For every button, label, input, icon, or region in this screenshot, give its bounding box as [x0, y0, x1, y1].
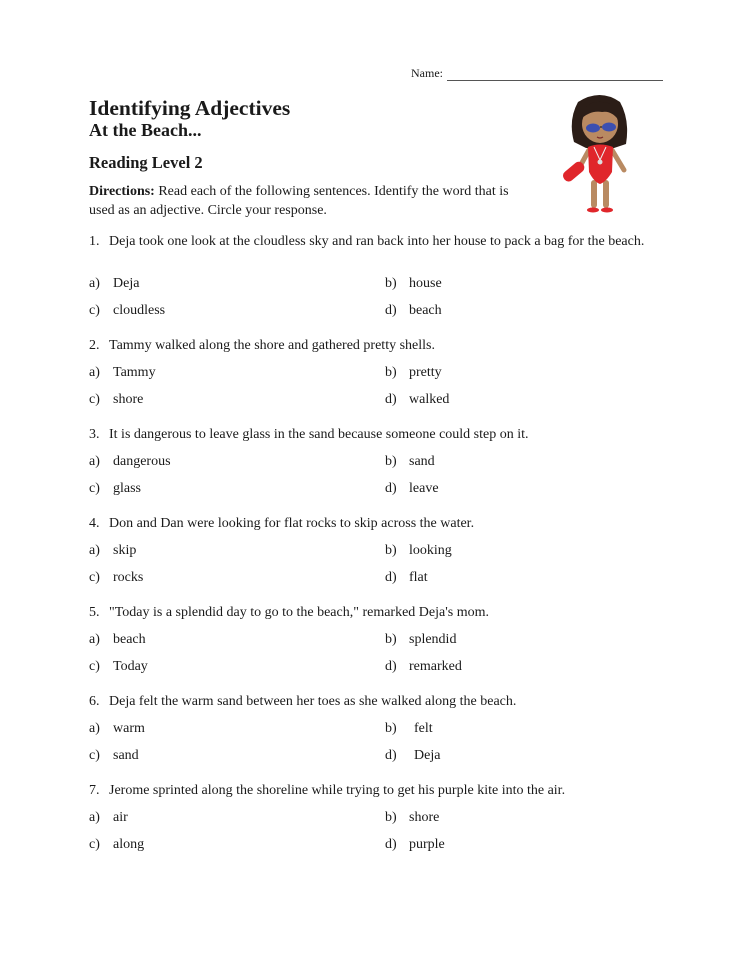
- lifeguard-girl-icon: [556, 92, 646, 216]
- q3-option-a[interactable]: [89, 453, 171, 470]
- q2-option-a[interactable]: [89, 364, 156, 381]
- option-text[interactable]: Tammy: [113, 365, 156, 380]
- option-letter: c): [89, 570, 100, 585]
- q5-option-a[interactable]: [89, 631, 146, 648]
- question-text: Deja took one look at the cloudless sky and ran back into her house to pack a bag for the beach.: [109, 234, 645, 249]
- option-text[interactable]: leave: [409, 481, 439, 496]
- option-letter: a): [89, 365, 100, 380]
- q1-option-d[interactable]: [385, 302, 442, 319]
- q2-option-b[interactable]: [385, 364, 442, 381]
- option-text[interactable]: rocks: [113, 570, 144, 585]
- option-text[interactable]: splendid: [409, 632, 457, 647]
- option-letter: b): [385, 454, 397, 469]
- name-label: Name:: [411, 66, 443, 80]
- option-letter: a): [89, 721, 100, 736]
- question-3: [89, 426, 649, 443]
- option-letter: d): [385, 570, 397, 585]
- option-text[interactable]: house: [409, 276, 442, 291]
- q7-option-b[interactable]: [385, 809, 439, 826]
- option-letter: d): [385, 303, 397, 318]
- question-number: 4.: [89, 516, 100, 531]
- option-letter: d): [385, 837, 397, 852]
- question-2: [89, 337, 649, 354]
- option-letter: c): [89, 659, 100, 674]
- name-field[interactable]: [411, 66, 663, 81]
- question-6: [89, 693, 649, 710]
- question-4: [89, 515, 649, 532]
- q6-option-a[interactable]: [89, 720, 145, 737]
- directions-label: Directions:: [89, 184, 155, 199]
- q3-option-d[interactable]: [385, 480, 439, 497]
- q3-option-c[interactable]: [89, 480, 141, 497]
- question-text: It is dangerous to leave glass in the sand because someone could step on it.: [109, 427, 529, 442]
- q6-option-c[interactable]: [89, 747, 139, 764]
- option-text[interactable]: Today: [113, 659, 148, 674]
- option-letter: a): [89, 632, 100, 647]
- option-text[interactable]: Deja: [414, 748, 441, 763]
- option-text[interactable]: sand: [409, 454, 435, 469]
- option-letter: a): [89, 543, 100, 558]
- q5-option-d[interactable]: [385, 658, 462, 675]
- option-text[interactable]: looking: [409, 543, 452, 558]
- option-text[interactable]: along: [113, 837, 145, 852]
- question-text: "Today is a splendid day to go to the beach," remarked Deja's mom.: [109, 605, 489, 620]
- option-text[interactable]: dangerous: [113, 454, 171, 469]
- q4-option-a[interactable]: [89, 542, 136, 559]
- lifeguard-girl-illustration: [556, 92, 646, 216]
- option-letter: d): [385, 392, 397, 407]
- option-text[interactable]: remarked: [409, 659, 462, 674]
- directions: [89, 182, 529, 220]
- option-text[interactable]: pretty: [409, 365, 442, 380]
- q2-option-c[interactable]: [89, 391, 143, 408]
- option-letter: b): [385, 543, 397, 558]
- q5-option-c[interactable]: [89, 658, 148, 675]
- question-text: Don and Dan were looking for flat rocks to skip across the water.: [109, 516, 475, 531]
- directions-text: Read each of the following sentences. Identify the word that is used as an adjective. Circle your response.: [89, 184, 509, 218]
- option-letter: b): [385, 810, 397, 825]
- question-number: 7.: [89, 783, 100, 798]
- option-text[interactable]: flat: [409, 570, 428, 585]
- option-text[interactable]: purple: [409, 837, 445, 852]
- option-letter: d): [385, 659, 397, 674]
- q3-option-b[interactable]: [385, 453, 435, 470]
- question-text: Deja felt the warm sand between her toes as she walked along the beach.: [109, 694, 517, 709]
- option-letter: a): [89, 276, 100, 291]
- option-letter: b): [385, 365, 397, 380]
- q4-option-c[interactable]: [89, 569, 143, 586]
- option-text[interactable]: skip: [113, 543, 137, 558]
- option-text[interactable]: cloudless: [113, 303, 166, 318]
- q6-option-d[interactable]: [385, 747, 440, 764]
- q5-option-b[interactable]: [385, 631, 456, 648]
- q7-option-a[interactable]: [89, 809, 128, 826]
- option-letter: b): [385, 276, 397, 291]
- q1-option-b[interactable]: [385, 275, 442, 292]
- question-number: 3.: [89, 427, 100, 442]
- q1-option-c[interactable]: [89, 302, 165, 319]
- q4-option-d[interactable]: [385, 569, 428, 586]
- option-text[interactable]: shore: [113, 392, 144, 407]
- option-text[interactable]: beach: [113, 632, 146, 647]
- worksheet-subtitle: At the Beach...: [89, 120, 202, 140]
- question-1: [89, 233, 649, 250]
- question-7: [89, 782, 649, 799]
- option-text[interactable]: sand: [113, 748, 139, 763]
- q1-option-a[interactable]: [89, 275, 139, 292]
- option-letter: d): [385, 748, 397, 763]
- option-text[interactable]: beach: [409, 303, 442, 318]
- option-text[interactable]: air: [113, 810, 128, 825]
- option-letter: b): [385, 721, 397, 736]
- q2-option-d[interactable]: [385, 391, 449, 408]
- option-text[interactable]: walked: [409, 392, 450, 407]
- q6-option-b[interactable]: [385, 720, 433, 737]
- question-number: 1.: [89, 234, 100, 249]
- question-number: 5.: [89, 605, 100, 620]
- q7-option-c[interactable]: [89, 836, 144, 853]
- worksheet-title: Identifying Adjectives: [89, 96, 291, 120]
- question-text: Tammy walked along the shore and gathered pretty shells.: [109, 338, 435, 353]
- option-letter: a): [89, 454, 100, 469]
- option-text[interactable]: shore: [409, 810, 440, 825]
- question-number: 2.: [89, 338, 100, 353]
- option-letter: d): [385, 481, 397, 496]
- option-letter: c): [89, 481, 100, 496]
- option-text[interactable]: warm: [113, 721, 145, 736]
- name-blank-line[interactable]: [447, 68, 663, 81]
- option-text[interactable]: glass: [113, 481, 141, 496]
- question-text: Jerome sprinted along the shoreline while trying to get his purple kite into the air.: [109, 783, 566, 798]
- question-5: [89, 604, 649, 621]
- question-number: 6.: [89, 694, 100, 709]
- option-letter: b): [385, 632, 397, 647]
- reading-level: Reading Level 2: [89, 153, 203, 172]
- option-text[interactable]: felt: [414, 721, 433, 736]
- option-text[interactable]: Deja: [113, 276, 140, 291]
- option-letter: c): [89, 303, 100, 318]
- option-letter: c): [89, 748, 100, 763]
- option-letter: a): [89, 810, 100, 825]
- q4-option-b[interactable]: [385, 542, 452, 559]
- option-letter: c): [89, 837, 100, 852]
- q7-option-d[interactable]: [385, 836, 445, 853]
- option-letter: c): [89, 392, 100, 407]
